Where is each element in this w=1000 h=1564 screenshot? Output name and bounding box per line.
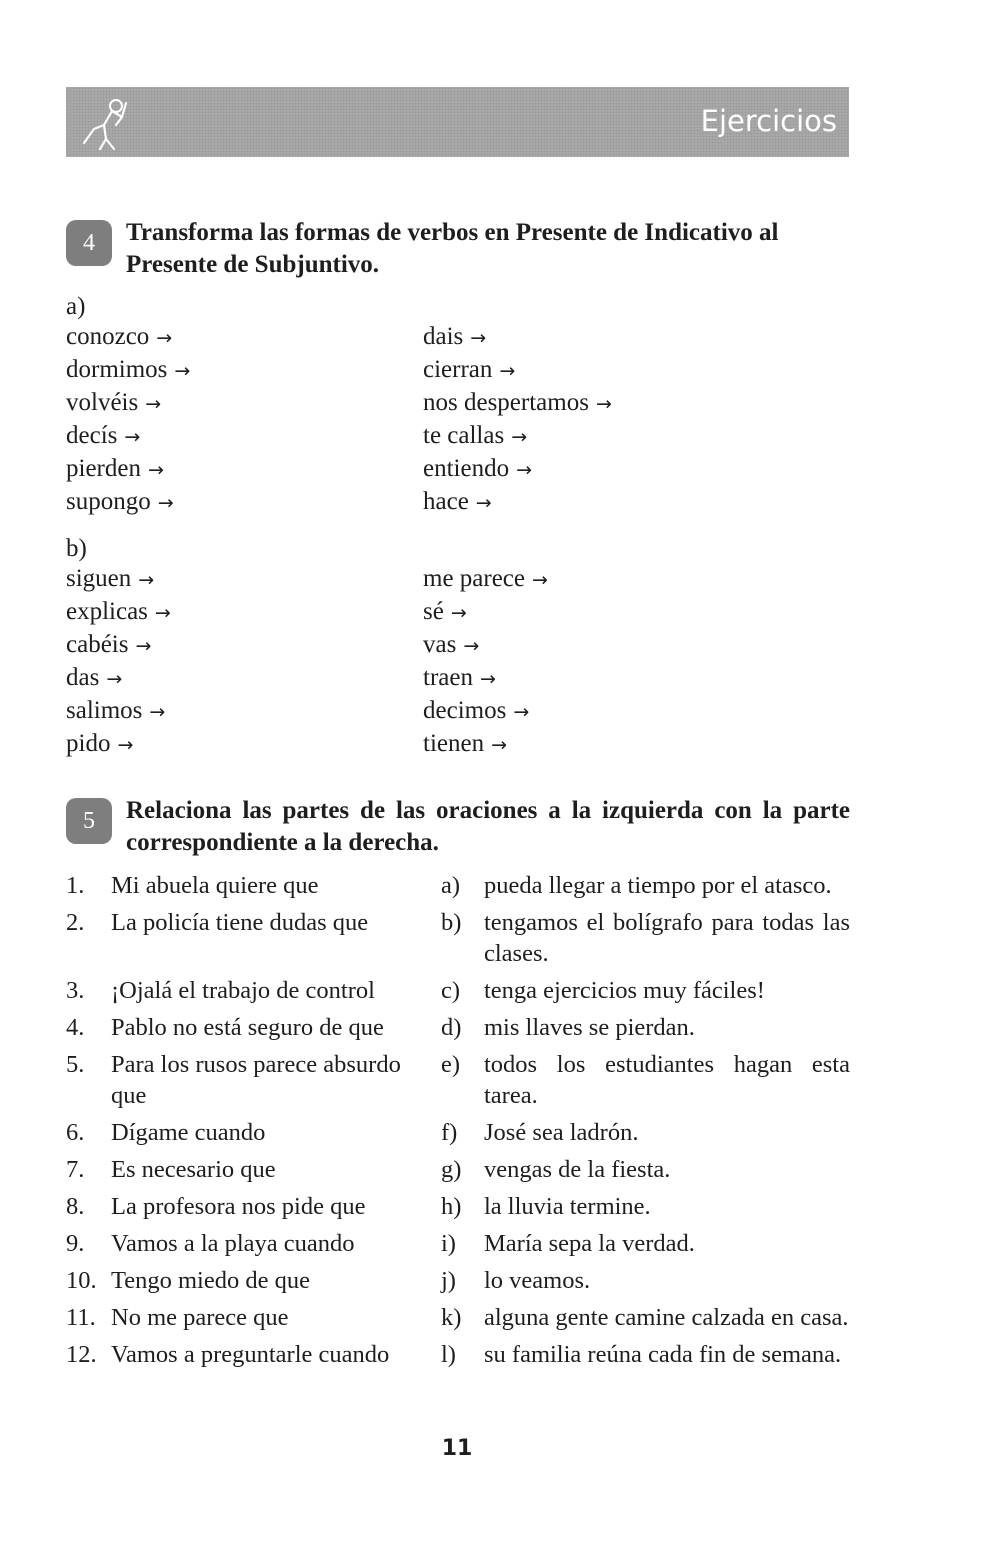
- sentence-start: No me parece que: [111, 1304, 289, 1331]
- verb-text: pido: [66, 730, 111, 757]
- arrow-right-icon: →: [135, 635, 152, 657]
- sentence-start: ¡Ojalá el trabajo de control: [111, 977, 375, 1004]
- sentence-end: alguna gente camine calzada en casa.: [484, 1304, 849, 1331]
- verb-item: [423, 453, 612, 486]
- matching-row: [66, 1302, 850, 1333]
- verb-item: [66, 695, 171, 728]
- verb-text: supongo: [66, 488, 151, 515]
- exercise-number-badge: 5: [66, 798, 112, 844]
- matching-row: [66, 907, 850, 969]
- verb-text: siguen: [66, 565, 132, 592]
- row-number: 7.: [66, 1156, 85, 1183]
- verb-text: sé: [423, 598, 444, 625]
- option-letter: j): [441, 1267, 456, 1294]
- exercise-instruction: Relaciona las partes de las oraciones a la izquierda con la parte correspondiente a la derecha.: [126, 797, 850, 856]
- option-letter: i): [441, 1230, 456, 1257]
- verb-text: salimos: [66, 697, 143, 724]
- row-number: 5.: [66, 1051, 85, 1078]
- arrow-right-icon: →: [157, 492, 174, 514]
- verb-item: [66, 486, 190, 519]
- part-label: a): [66, 293, 86, 320]
- verb-item: [423, 596, 548, 629]
- verb-text: decís: [66, 422, 118, 449]
- verb-text: volvéis: [66, 389, 139, 416]
- verb-list-a-left: [66, 321, 190, 519]
- verb-item: [66, 453, 190, 486]
- verb-item: [423, 321, 612, 354]
- section-header: [66, 87, 849, 157]
- row-number: 11.: [66, 1304, 96, 1331]
- matching-row: [66, 975, 850, 1006]
- matching-row: [66, 1117, 850, 1148]
- verb-list-b-left: [66, 563, 171, 761]
- sentence-start: La profesora nos pide que: [111, 1193, 366, 1220]
- row-number: 4.: [66, 1014, 85, 1041]
- page-number: 11: [441, 1436, 473, 1461]
- section-title: Ejercicios: [700, 104, 837, 138]
- row-number: 8.: [66, 1193, 85, 1220]
- arrow-right-icon: →: [117, 734, 134, 756]
- verb-text: me parece: [423, 565, 526, 592]
- arrow-right-icon: →: [470, 327, 487, 349]
- option-letter: g): [441, 1156, 462, 1183]
- arrow-right-icon: →: [149, 701, 166, 723]
- verb-text: decimos: [423, 697, 507, 724]
- verb-item: [66, 321, 190, 354]
- arrow-right-icon: →: [479, 668, 496, 690]
- verb-item: [66, 629, 171, 662]
- exercise-instruction: Transforma las formas de verbos en Presente de Indicativo al Presente de Subjuntivo.: [126, 219, 779, 278]
- arrow-right-icon: →: [511, 426, 528, 448]
- arrow-right-icon: →: [475, 492, 492, 514]
- matching-row: [66, 1191, 850, 1222]
- verb-item: [423, 486, 612, 519]
- sentence-end: lo veamos.: [484, 1267, 591, 1294]
- option-letter: a): [441, 872, 461, 899]
- sentence-end: la lluvia termine.: [484, 1193, 651, 1220]
- row-number: 10.: [66, 1267, 97, 1294]
- sentence-end: pueda llegar a tiempo por el atasco.: [484, 872, 832, 899]
- verb-item: [66, 662, 171, 695]
- verb-text: entiendo: [423, 455, 510, 482]
- sentence-end: José sea ladrón.: [484, 1119, 639, 1146]
- verb-item: [66, 563, 171, 596]
- option-letter: k): [441, 1304, 462, 1331]
- arrow-right-icon: →: [516, 459, 533, 481]
- arrow-right-icon: →: [463, 635, 480, 657]
- arrow-right-icon: →: [147, 459, 164, 481]
- option-letter: l): [441, 1341, 456, 1368]
- matching-row: [66, 870, 850, 901]
- arrow-right-icon: →: [124, 426, 141, 448]
- verb-item: [423, 695, 548, 728]
- sentence-start: Es necesario que: [111, 1156, 276, 1183]
- verb-text: conozco: [66, 323, 150, 350]
- matching-row: [66, 1339, 850, 1370]
- verb-text: explicas: [66, 598, 148, 625]
- verb-item: [423, 662, 548, 695]
- verb-item: [66, 420, 190, 453]
- verb-text: dormimos: [66, 356, 168, 383]
- row-number: 1.: [66, 872, 85, 899]
- verb-item: [66, 728, 171, 761]
- verb-text: das: [66, 664, 100, 691]
- sentence-start: Pablo no está seguro de que: [111, 1014, 384, 1041]
- sentence-start: Vamos a la playa cuando: [111, 1230, 355, 1257]
- sentence-start: Vamos a preguntarle cuando: [111, 1341, 390, 1368]
- sentence-end: María sepa la verdad.: [484, 1230, 695, 1257]
- matching-table: [66, 870, 850, 1376]
- row-number: 2.: [66, 909, 85, 936]
- matching-row: [66, 1228, 850, 1259]
- verb-item: [66, 596, 171, 629]
- matching-row: [66, 1265, 850, 1296]
- option-letter: h): [441, 1193, 462, 1220]
- verb-text: te callas: [423, 422, 505, 449]
- sentence-start: Mi abuela quiere que: [111, 872, 319, 899]
- option-letter: b): [441, 909, 462, 936]
- sentence-start: Para los rusos parece absurdo que: [111, 1051, 401, 1109]
- arrow-right-icon: →: [595, 393, 612, 415]
- row-number: 12.: [66, 1341, 97, 1368]
- option-letter: d): [441, 1014, 462, 1041]
- arrow-right-icon: →: [499, 360, 516, 382]
- arrow-right-icon: →: [106, 668, 123, 690]
- verb-text: traen: [423, 664, 473, 691]
- verb-text: hace: [423, 488, 469, 515]
- exercise-number-badge: 4: [66, 220, 112, 266]
- arrow-right-icon: →: [154, 602, 171, 624]
- sentence-end: vengas de la fiesta.: [484, 1156, 671, 1183]
- option-letter: f): [441, 1119, 458, 1146]
- verb-item: [423, 629, 548, 662]
- verb-item: [66, 354, 190, 387]
- verb-text: cabéis: [66, 631, 129, 658]
- sentence-start: La policía tiene dudas que: [111, 909, 369, 936]
- matching-row: [66, 1012, 850, 1043]
- verb-text: dais: [423, 323, 464, 350]
- row-number: 6.: [66, 1119, 85, 1146]
- arrow-right-icon: →: [532, 569, 548, 591]
- arrow-right-icon: →: [156, 327, 173, 349]
- arrow-right-icon: →: [174, 360, 191, 382]
- arrow-right-icon: →: [491, 734, 508, 756]
- sentence-end: su familia reúna cada fin de semana.: [484, 1341, 842, 1368]
- sentence-end: mis llaves se pierdan.: [484, 1014, 695, 1041]
- verb-text: vas: [423, 631, 457, 658]
- arrow-right-icon: →: [145, 393, 162, 415]
- arrow-right-icon: →: [450, 602, 467, 624]
- sentence-start: Tengo miedo de que: [111, 1267, 310, 1294]
- verb-text: tienen: [423, 730, 485, 757]
- matching-row: [66, 1049, 850, 1111]
- row-number: 3.: [66, 977, 85, 1004]
- verb-item: [423, 354, 612, 387]
- arrow-right-icon: →: [513, 701, 530, 723]
- sentence-end: todos los estudiantes hagan esta tarea.: [484, 1051, 850, 1109]
- verb-item: [423, 563, 548, 596]
- verb-item: [423, 728, 548, 761]
- arrow-right-icon: →: [138, 569, 155, 591]
- verb-item: [423, 387, 612, 420]
- option-letter: e): [441, 1051, 461, 1078]
- option-letter: c): [441, 977, 461, 1004]
- matching-row: [66, 1154, 850, 1185]
- row-number: 9.: [66, 1230, 85, 1257]
- verb-item: [423, 420, 612, 453]
- stretching-figure-icon: [76, 95, 134, 153]
- verb-text: cierran: [423, 356, 493, 383]
- sentence-end: tenga ejercicios muy fáciles!: [484, 977, 765, 1004]
- sentence-start: Dígame cuando: [111, 1119, 266, 1146]
- verb-item: [66, 387, 190, 420]
- verb-list-b-right: [423, 563, 548, 761]
- verb-text: nos despertamos: [423, 389, 589, 416]
- verb-list-a-right: [423, 321, 612, 519]
- verb-text: pierden: [66, 455, 141, 482]
- sentence-end: tengamos el bolígrafo para todas las clases.: [484, 909, 850, 967]
- part-label: b): [66, 535, 87, 562]
